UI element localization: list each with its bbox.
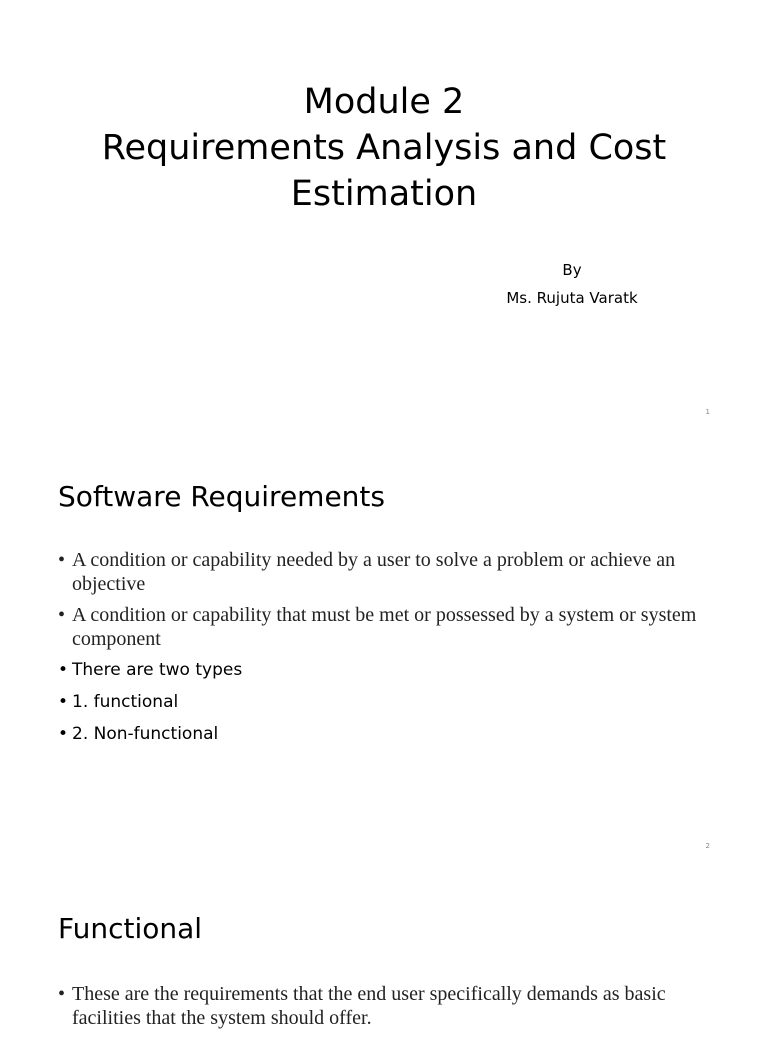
bullet-icon: •: [58, 983, 66, 1005]
bullet-icon: •: [58, 724, 69, 744]
bullet-text: A condition or capability that must be met or possessed by a system or system component: [72, 604, 697, 650]
bullet-text: There are two types: [72, 660, 243, 680]
bullet-list: [58, 548, 718, 754]
slide-3: [0, 868, 768, 1029]
list-item: [58, 982, 718, 1030]
bullet-list: [58, 982, 718, 1037]
bullet-text: 2. Non-functional: [72, 724, 219, 744]
bullet-text: 1. functional: [72, 692, 179, 712]
bullet-text: These are the requirements that the end user specifically demands as basic facilities that the system should offer.: [72, 983, 666, 1029]
list-item: [58, 603, 718, 651]
bullet-icon: •: [58, 604, 66, 626]
page-number: 2: [705, 842, 710, 850]
title-line-3: Estimation: [290, 174, 478, 214]
title-line-1: Module 2: [303, 82, 465, 122]
slide-1: [0, 0, 768, 434]
bullet-text: A condition or capability needed by a user to solve a problem or achieve an objective: [72, 549, 676, 595]
slide-heading: Software Requirements: [58, 480, 385, 513]
list-item: [58, 658, 718, 682]
page-number: 1: [705, 408, 710, 416]
title-line-2: Requirements Analysis and Cost: [101, 128, 667, 168]
list-item: [58, 690, 718, 714]
author-name: Ms. Rujuta Varatk: [506, 289, 638, 307]
by-label: By: [562, 261, 582, 279]
list-item: [58, 548, 718, 596]
bullet-icon: •: [58, 549, 66, 571]
bullet-icon: •: [58, 692, 69, 712]
list-item: [58, 722, 718, 746]
bullet-icon: •: [58, 660, 69, 680]
slide-heading: Functional: [58, 912, 203, 945]
slide-title: [0, 79, 768, 217]
slide-2: [0, 434, 768, 868]
